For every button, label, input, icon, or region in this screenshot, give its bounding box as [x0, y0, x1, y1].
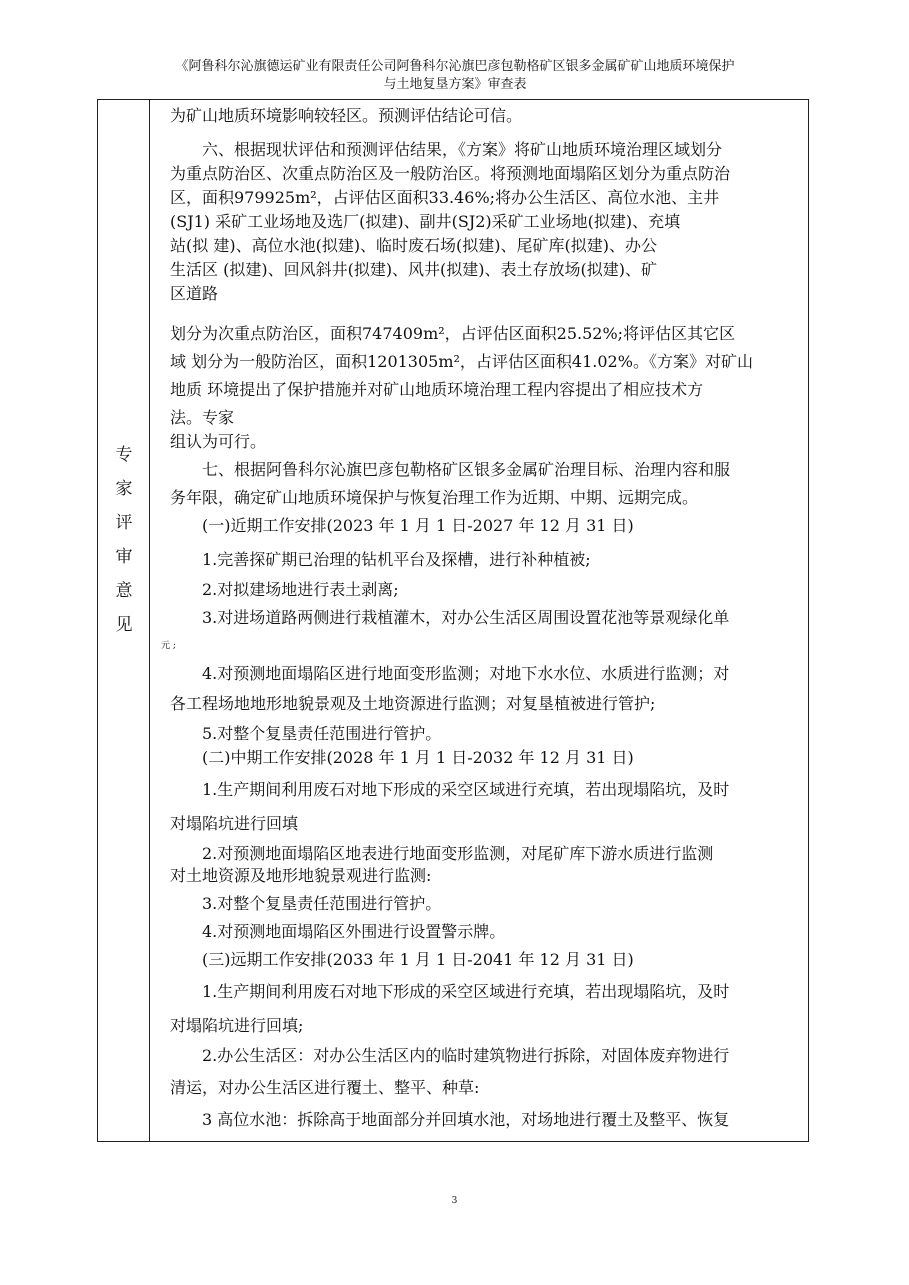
text-line: 六、根据现状评估和预测评估结果，《方案》将矿山地质环境治理区域划分 — [202, 140, 723, 159]
text-line: 3.对整个复垦责任范围进行管护。 — [202, 894, 442, 913]
text-line: 1.生产期间利用废石对地下形成的采空区域进行充填，若出现塌陷坑，及时 — [202, 982, 730, 1001]
text-line: 务年限，确定矿山地质环境保护与恢复治理工作为近期、中期、远期完成。 — [170, 488, 699, 507]
text-line: (SJ1) 采矿工业场地及选厂(拟建)、副井(SJ2)采矿工业场地(拟建)、充填 — [170, 212, 681, 231]
text-line: 站(拟 建)、高位水池(拟建)、临时废石场(拟建)、尾矿库(拟建)、办公 — [170, 236, 658, 255]
section-heading: (一)近期工作安排(2023 年 1 月 1 日-2027 年 12 月 31 日) — [202, 516, 634, 535]
text-line: 各工程场地地形地貌景观及土地资源进行监测；对复垦植被进行管护; — [170, 694, 656, 713]
text-line: 1.生产期间利用废石对地下形成的采空区域进行充填，若出现塌陷坑，及时 — [202, 780, 730, 799]
side-column — [98, 100, 150, 1141]
text-line: 为重点防治区、次重点防治区及一般防治区。将预测地面塌陷区划分为重点防治 — [170, 164, 731, 183]
text-line: 组认为可行。 — [170, 432, 267, 451]
text-line: 3 高位水池：拆除高于地面部分并回填水池，对场地进行覆土及整平、恢复 — [202, 1110, 730, 1129]
text-line: 4.对预测地面塌陷区外围进行设置警示牌。 — [202, 922, 506, 941]
side-char: 家 — [115, 479, 133, 499]
section-heading: (三)远期工作安排(2033 年 1 月 1 日-2041 年 12 月 31 日) — [202, 950, 634, 969]
text-line: 为矿山地质环境影响较轻区。预测评估结论可信。 — [170, 106, 523, 125]
expert-review-opinion-label — [98, 438, 150, 642]
text-line: 2.对预测地面塌陷区地表进行地面变形监测，对尾矿库下游水质进行监测 — [202, 844, 714, 863]
text-line: 地质 环境提出了保护措施并对矿山地质环境治理工程内容提出了相应技术方 — [170, 380, 704, 399]
side-char: 评 — [115, 513, 133, 533]
page-number: 3 — [451, 1196, 458, 1206]
opinion-content — [151, 100, 808, 1141]
text-line: 对塌陷坑进行回填 — [170, 814, 299, 833]
text-line: 2.对拟建场地进行表土剥离; — [202, 580, 399, 599]
side-char: 专 — [115, 445, 133, 465]
text-line: 区，面积979925m²，占评估区面积33.46%;将办公生活区、高位水池、主井 — [170, 188, 720, 207]
header-title-line1: 《阿鲁科尔沁旗德运矿业有限责任公司阿鲁科尔沁旗巴彦包勒格矿区银多金属矿矿山地质环境保护 — [175, 59, 735, 74]
text-line: 1.完善探矿期已治理的钻机平台及探槽，进行补种植被; — [202, 550, 591, 569]
text-line: 3.对进场道路两侧进行栽植灌木，对办公生活区周围设置花池等景观绿化单 — [202, 608, 730, 627]
review-table — [97, 99, 809, 1142]
text-line: 4.对预测地面塌陷区进行地面变形监测；对地下水水位、水质进行监测；对 — [202, 664, 730, 683]
side-char: 意 — [115, 581, 133, 601]
text-line: 2.办公生活区：对办公生活区内的临时建筑物进行拆除，对固体废弃物进行 — [202, 1046, 730, 1065]
text-line: 生活区 (拟建)、回风斜井(拟建)、风井(拟建)、表土存放场(拟建)、矿 — [170, 260, 658, 279]
text-line: 七、根据阿鲁科尔沁旗巴彦包勒格矿区银多金属矿治理目标、治理内容和服 — [202, 460, 731, 479]
text-line: 法。专家 — [170, 408, 235, 427]
text-line: 5.对整个复垦责任范围进行管护。 — [202, 724, 442, 743]
side-char: 审 — [115, 547, 133, 567]
section-heading: (二)中期工作安排(2028 年 1 月 1 日-2032 年 12 月 31 日) — [202, 748, 634, 767]
text-line: 对塌陷坑进行回填; — [170, 1016, 304, 1035]
text-line: 区道路 — [170, 284, 219, 303]
text-line: 元 ; — [161, 641, 176, 651]
header-title-line2: 与土地复垦方案》审查表 — [383, 77, 527, 92]
side-char: 见 — [115, 615, 133, 635]
document-header — [96, 58, 814, 94]
text-line: 对土地资源及地形地貌景观进行监测: — [170, 866, 432, 885]
text-line: 域 划分为一般防治区，面积1201305m²，占评估区面积41.02%。《方案》对矿山 — [170, 352, 753, 371]
text-line: 划分为次重点防治区，面积747409m²，占评估区面积25.52%;将评估区其它区 — [170, 324, 736, 343]
text-line: 清运，对办公生活区进行覆土、整平、种草: — [170, 1078, 480, 1097]
